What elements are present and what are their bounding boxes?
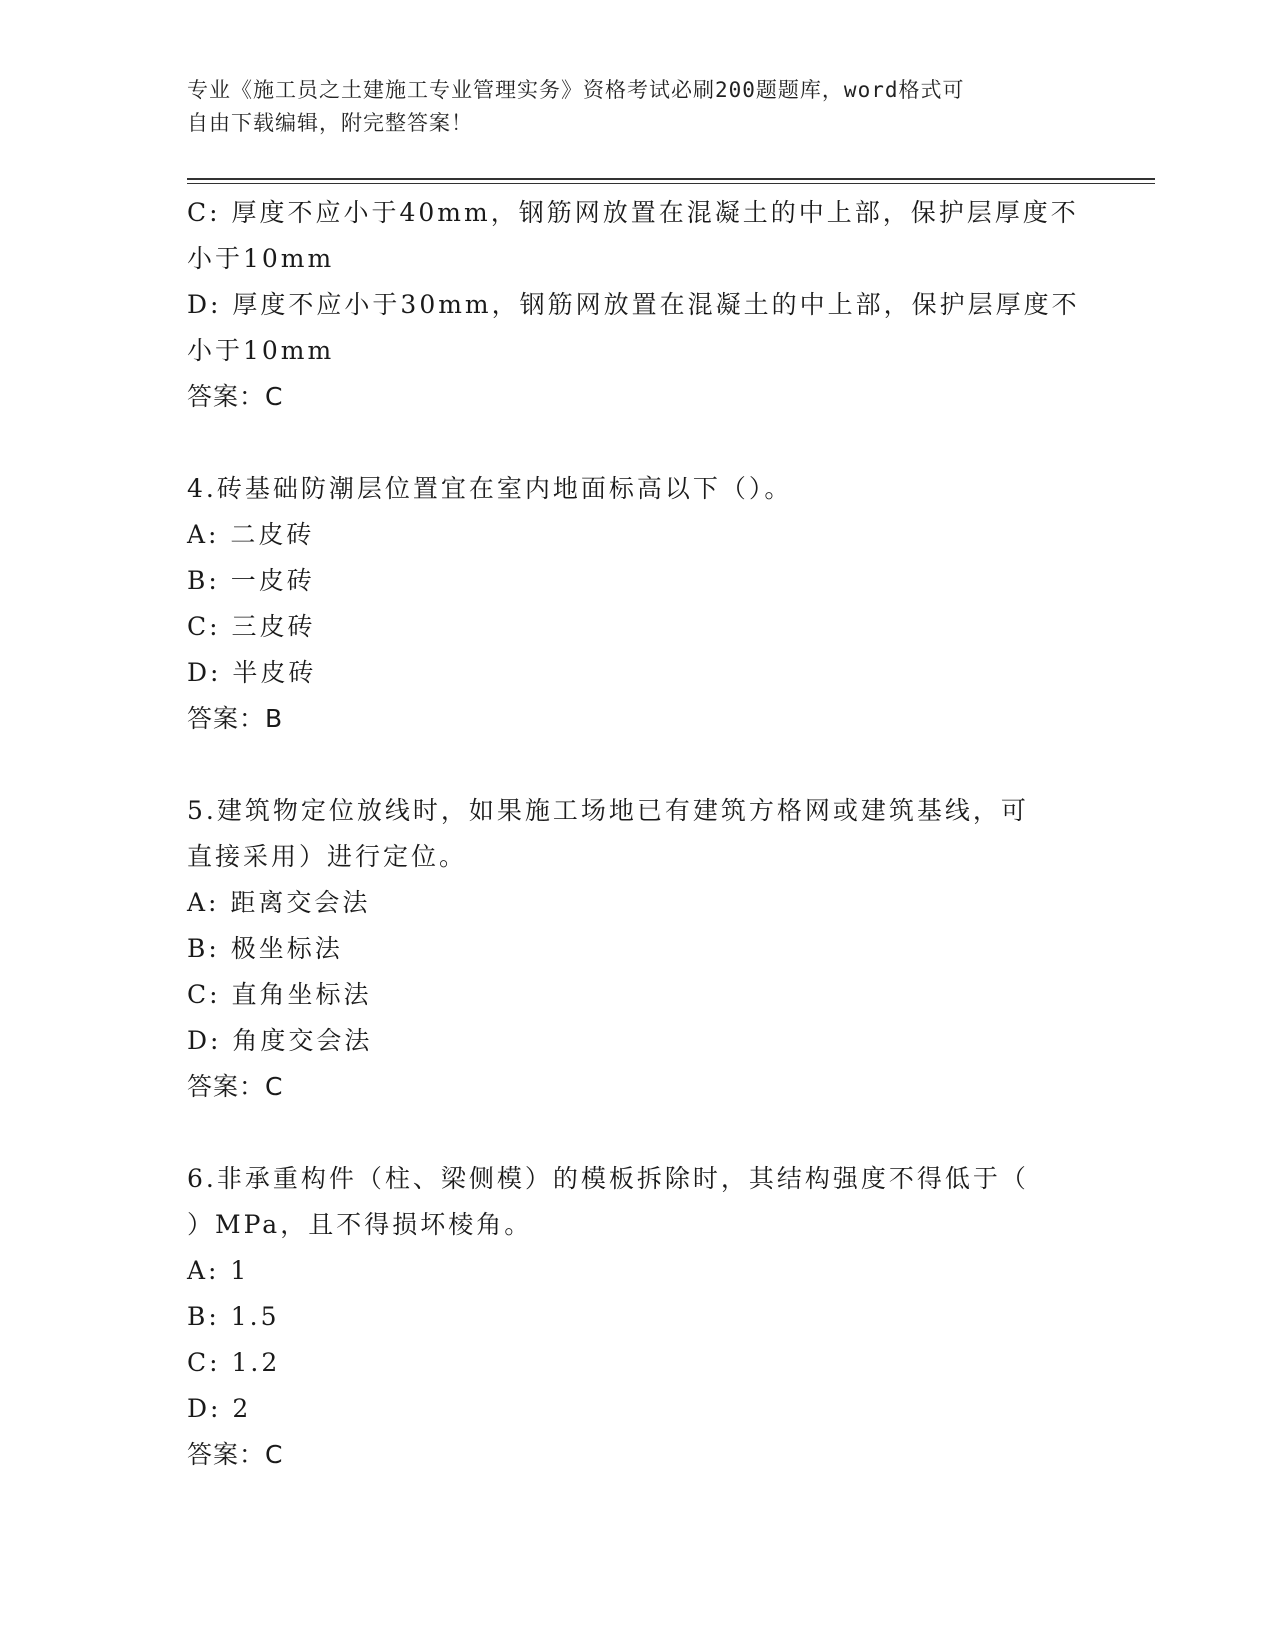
- question-block-6: [187, 1156, 1087, 1478]
- option-b: B: 一皮砖: [187, 566, 315, 595]
- answer-label: 答案：C: [187, 1440, 284, 1469]
- question-stem: 4.砖基础防潮层位置宜在室内地面标高以下（）。: [187, 474, 793, 503]
- question-stem: 5.建筑物定位放线时，如果施工场地已有建筑方格网或建筑基线，可: [187, 796, 1029, 825]
- spacer: [187, 742, 1087, 788]
- option-d: D: 角度交会法: [187, 1026, 373, 1055]
- header-title-line-2: 自由下载编辑，附完整答案！: [187, 111, 473, 135]
- option-a: A: 距离交会法: [187, 888, 371, 917]
- answer-label: 答案：B: [187, 704, 284, 733]
- document-header: [187, 74, 1067, 140]
- question-block-5: [187, 788, 1087, 1110]
- option-c: C: 1.2: [187, 1348, 281, 1377]
- answer-label: 答案：C: [187, 1072, 284, 1101]
- spacer: [187, 1110, 1087, 1156]
- answer-label: 答案：C: [187, 382, 284, 411]
- option-c: C: 厚度不应小于40mm，钢筋网放置在混凝土的中上部，保护层厚度不: [187, 198, 1079, 227]
- option-c-continued: 小于10mm: [187, 244, 335, 273]
- option-a: A: 二皮砖: [187, 520, 315, 549]
- option-b: B: 极坐标法: [187, 934, 343, 963]
- header-title-line-1: 专业《施工员之土建施工专业管理实务》资格考试必刷200题题库，word格式可: [187, 78, 965, 102]
- option-b: B: 1.5: [187, 1302, 280, 1331]
- option-a: A: 1: [187, 1256, 250, 1285]
- option-d: D: 2: [187, 1394, 252, 1423]
- question-stem-continued: ）MPa，且不得损坏棱角。: [187, 1210, 533, 1239]
- header-divider-thick: [187, 178, 1155, 180]
- option-c: C: 直角坐标法: [187, 980, 372, 1009]
- question-stem: 6.非承重构件（柱、梁侧模）的模板拆除时，其结构强度不得低于（: [187, 1164, 1029, 1193]
- spacer: [187, 420, 1087, 466]
- option-d-continued: 小于10mm: [187, 336, 335, 365]
- question-content: [187, 190, 1087, 1478]
- option-d: D: 半皮砖: [187, 658, 317, 687]
- question-stem-continued: 直接采用）进行定位。: [187, 842, 468, 871]
- question-block-3: [187, 190, 1087, 420]
- header-divider-thin: [187, 183, 1155, 184]
- option-d: D: 厚度不应小于30mm，钢筋网放置在混凝土的中上部，保护层厚度不: [187, 290, 1080, 319]
- option-c: C: 三皮砖: [187, 612, 316, 641]
- question-block-4: [187, 466, 1087, 742]
